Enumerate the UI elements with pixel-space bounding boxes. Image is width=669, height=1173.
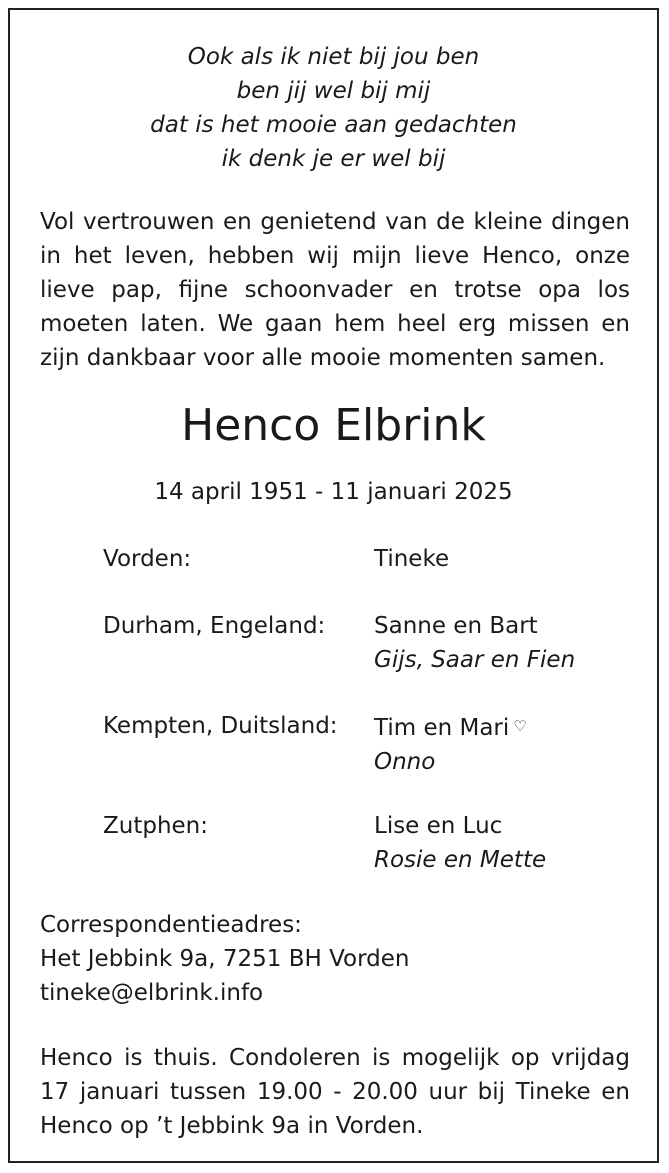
family-adults: Tineke bbox=[374, 546, 450, 572]
family-row bbox=[103, 609, 643, 709]
intro-paragraph: Vol vertrouwen en genietend van de kleine dingen in het leven, hebben wij mijn lieve Henco, onze lieve pap, fijne schoonvader en trotse opa los moeten laten. We gaan hem heel erg missen en zijn dankbaar voor alle mooie momenten samen. bbox=[40, 209, 630, 371]
family-adults: Sanne en Bart bbox=[374, 613, 538, 639]
family-members bbox=[374, 809, 643, 877]
deceased-name: Henco Elbrink bbox=[181, 400, 486, 451]
address-street: Het Jebbink 9a, 7251 BH Vorden bbox=[40, 946, 410, 972]
family-place: Vorden: bbox=[103, 546, 192, 572]
family-place: Zutphen: bbox=[103, 813, 209, 839]
family-members bbox=[374, 542, 643, 576]
family-row bbox=[103, 542, 643, 609]
family-grandchildren: Rosie en Mette bbox=[374, 847, 547, 873]
correspondence-address bbox=[40, 908, 630, 1010]
family-members bbox=[374, 709, 643, 779]
family-grandchildren: Onno bbox=[374, 749, 436, 775]
heart-icon: ♡ bbox=[513, 717, 527, 735]
condolence-paragraph: Henco is thuis. Condoleren is mogelijk op vrijdag 17 januari tussen 19.00 - 20.00 uur bij Tineke en Henco op ’t Jebbink 9a in Vorden. bbox=[40, 1045, 630, 1139]
address-email: tineke@elbrink.info bbox=[40, 980, 264, 1006]
family-list bbox=[103, 542, 643, 877]
obituary-card bbox=[8, 8, 659, 1163]
address-label: Correspondentieadres: bbox=[40, 912, 302, 938]
family-adults-line bbox=[374, 709, 643, 745]
family-place: Durham, Engeland: bbox=[103, 613, 326, 639]
family-row bbox=[103, 709, 643, 809]
family-adults: Lise en Luc bbox=[374, 813, 503, 839]
poem bbox=[10, 40, 657, 176]
family-row bbox=[103, 809, 643, 877]
life-dates: 14 april 1951 - 11 januari 2025 bbox=[154, 479, 513, 505]
family-grandchildren: Gijs, Saar en Fien bbox=[374, 647, 576, 673]
poem-line: ik denk je er wel bij bbox=[221, 146, 446, 172]
poem-line: Ook als ik niet bij jou ben bbox=[187, 44, 480, 70]
family-members bbox=[374, 609, 643, 677]
family-adults: Tim en Mari bbox=[374, 715, 510, 741]
poem-line: ben jij wel bij mij bbox=[236, 78, 431, 104]
poem-line: dat is het mooie aan gedachten bbox=[150, 112, 517, 138]
family-place: Kempten, Duitsland: bbox=[103, 713, 338, 739]
